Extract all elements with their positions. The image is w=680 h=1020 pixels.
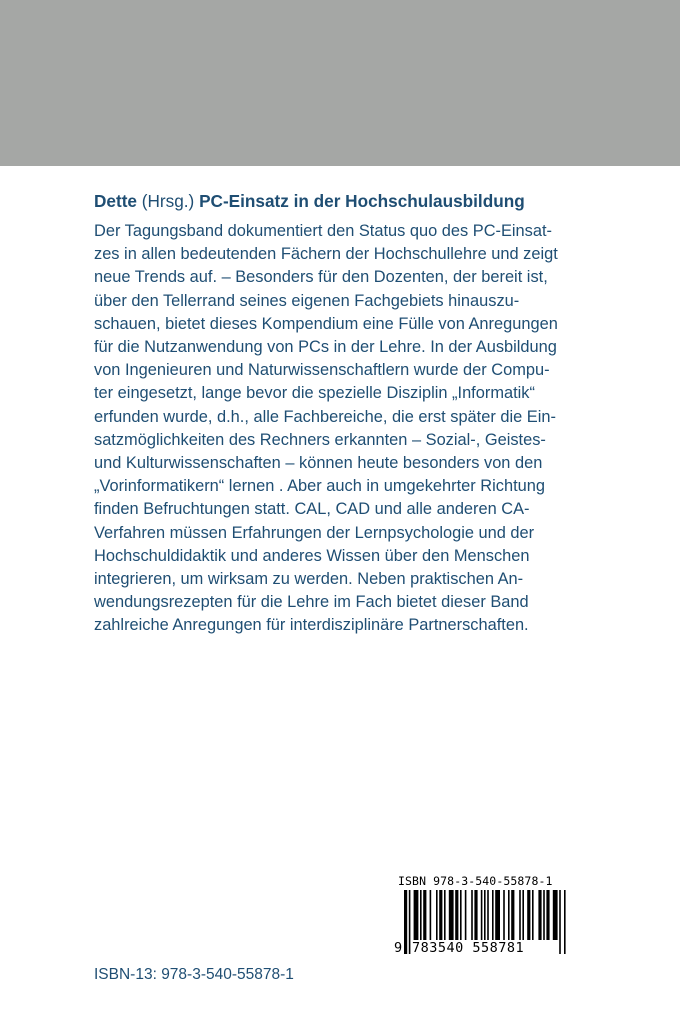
barcode-bar: [527, 890, 530, 940]
barcode-bar: [522, 890, 524, 940]
barcode-bar: [474, 890, 477, 940]
barcode-bar: [553, 890, 558, 940]
barcode-bar: [420, 890, 422, 940]
barcode-bar: [519, 890, 521, 940]
book-heading: [94, 190, 654, 212]
blurb-line: ter eingesetzt, lange bevor die spezielle Disziplin „Informatik“: [94, 384, 535, 403]
blurb-line: erfunden wurde, d.h., alle Fachbereiche, die erst später die Ein-: [94, 407, 556, 426]
barcode-bar: [503, 890, 505, 940]
barcode-bar: [546, 890, 549, 940]
blurb-line: finden Befruchtungen statt. CAL, CAD und alle anderen CA-: [94, 500, 530, 519]
blurb-line: schauen, bietet dieses Kompendium eine Fülle von Anregungen: [94, 314, 558, 333]
blurb-line: Verfahren müssen Erfahrungen der Lernpsychologie und der: [94, 523, 535, 542]
blurb-line: zes in allen bedeutenden Fächern der Hochschullehre und zeigt: [94, 245, 558, 264]
blurb-line: satzmöglichkeiten des Rechners erkannten – Sozial-, Geistes-: [94, 430, 546, 449]
barcode-bar: [444, 890, 446, 940]
isbn-barcode: [390, 872, 570, 972]
blurb-line: zahlreiche Anregungen für interdisziplinäre Partnerschaften.: [94, 616, 529, 635]
barcode-bar: [538, 890, 541, 940]
barcode-bar: [423, 890, 426, 940]
barcode-bar: [430, 890, 432, 940]
barcode-bar: [511, 890, 514, 940]
book-title: PC-Einsatz in der Hochschulausbildung: [199, 191, 525, 211]
barcode-bar: [564, 890, 566, 954]
blurb-line: und Kulturwissenschaften – können heute besonders von den: [94, 454, 543, 473]
barcode-bar: [460, 890, 462, 940]
blurb-line: integrieren, um wirksam zu werden. Neben praktischen An-: [94, 570, 524, 589]
blurb-line: wendungsrezepten für die Lehre im Fach bietet dieser Band: [94, 593, 529, 612]
barcode-bar: [543, 890, 545, 940]
editor-role: (Hrsg.): [141, 191, 195, 211]
barcode-bar: [439, 890, 442, 940]
blurb-line: Der Tagungsband dokumentiert den Status quo des PC-Einsat-: [94, 222, 553, 240]
isbn-13: ISBN-13: 978-3-540-55878-1: [94, 966, 294, 983]
blurb-line: neue Trends auf. – Besonders für den Dozenten, der bereit ist,: [94, 268, 548, 287]
barcode-bar: [414, 890, 419, 940]
barcode-first-digit: 9: [394, 940, 403, 956]
barcode-bar: [471, 890, 473, 940]
blurb-line: Hochschuldidaktik und anderes Wissen über den Menschen: [94, 546, 530, 565]
barcode-bar: [559, 890, 561, 954]
barcode-bar: [436, 890, 438, 940]
barcode-digits: 783540 558781: [412, 940, 525, 956]
blurb-line: von Ingenieuren und Naturwissenschaftlern wurde der Compu-: [94, 361, 550, 380]
barcode-bar: [495, 890, 500, 940]
blurb-line: für die Nutzanwendung von PCs in der Lehre. In der Ausbildung: [94, 338, 557, 357]
barcode-bar: [455, 890, 458, 940]
barcode-bar: [532, 890, 534, 940]
blurb-text: [94, 220, 654, 638]
barcode-bar: [465, 890, 467, 940]
blurb-line: über den Tellerrand seines eigenen Fachgebiets hinauszu-: [94, 291, 520, 310]
barcode-isbn-label: ISBN 978-3-540-55878-1: [398, 874, 553, 888]
editor-name: Dette: [94, 191, 137, 211]
barcode-bar: [508, 890, 510, 940]
barcode-bar: [487, 890, 489, 940]
barcode-bar: [449, 890, 454, 940]
barcode-bar: [492, 890, 494, 940]
blurb-line: „Vorinformatikern“ lernen . Aber auch in umgekehrter Richtung: [94, 477, 545, 496]
top-gray-band: [0, 0, 680, 166]
barcode-bar: [404, 890, 407, 954]
